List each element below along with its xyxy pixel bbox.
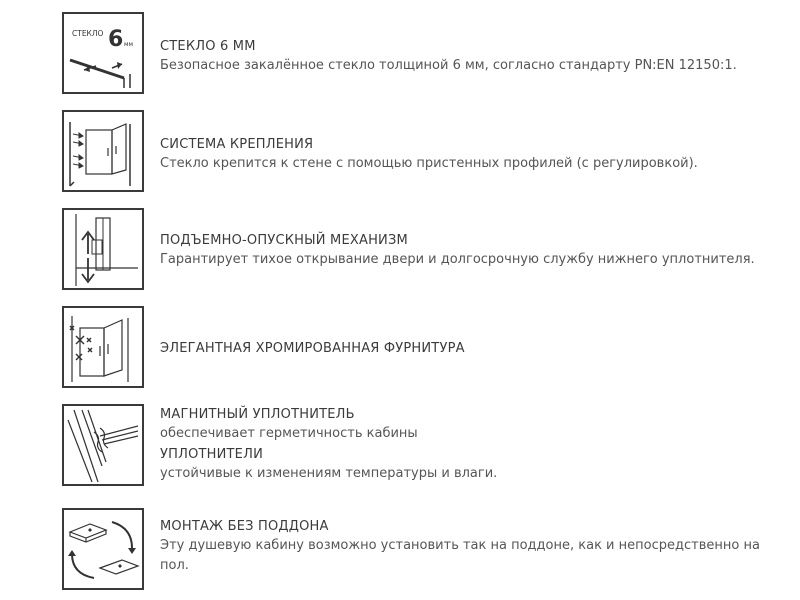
- no-tray-install-icon: [62, 508, 144, 590]
- feature-desc: обеспечивает герметичность кабины: [160, 426, 418, 441]
- feature-title: МАГНИТНЫЙ УПЛОТНИТЕЛЬ: [160, 407, 355, 422]
- icon-glass-label: СТЕКЛО: [72, 29, 104, 38]
- lift-mechanism-icon: [62, 208, 144, 290]
- feature-desc: Эту душевую кабину возможно установить так на поддоне, как и непосредственно на: [160, 538, 760, 553]
- feature-desc: Безопасное закалённое стекло толщиной 6 мм, согласно стандарту PN:EN 12150:1.: [160, 58, 737, 73]
- magnetic-seal-icon: [62, 404, 144, 486]
- feature-desc: Стекло крепится к стене с помощью пристенных профилей (с регулировкой).: [160, 156, 698, 171]
- feature-title: ПОДЪЕМНО-ОПУСКНЫЙ МЕХАНИЗМ: [160, 233, 408, 248]
- feature-title: МОНТАЖ БЕЗ ПОДДОНА: [160, 519, 329, 534]
- icon-glass-unit: мм: [124, 41, 134, 48]
- feature-desc: Гарантирует тихое открывание двери и долгосрочную службу нижнего уплотнителя.: [160, 252, 755, 267]
- feature-title: СИСТЕМА КРЕПЛЕНИЯ: [160, 137, 314, 152]
- icon-glass-number: 6: [108, 27, 124, 52]
- feature-desc-secondary: устойчивые к изменениям температуры и влаги.: [160, 466, 498, 481]
- wall-mount-icon: [62, 110, 144, 192]
- chrome-fittings-icon: [62, 306, 144, 388]
- feature-title-secondary: УПЛОТНИТЕЛИ: [160, 447, 264, 462]
- glass-thickness-icon: [62, 12, 144, 94]
- feature-desc-line2: пол.: [160, 558, 189, 573]
- feature-title: СТЕКЛО 6 ММ: [160, 39, 256, 54]
- feature-title: ЭЛЕГАНТНАЯ ХРОМИРОВАННАЯ ФУРНИТУРА: [160, 341, 465, 356]
